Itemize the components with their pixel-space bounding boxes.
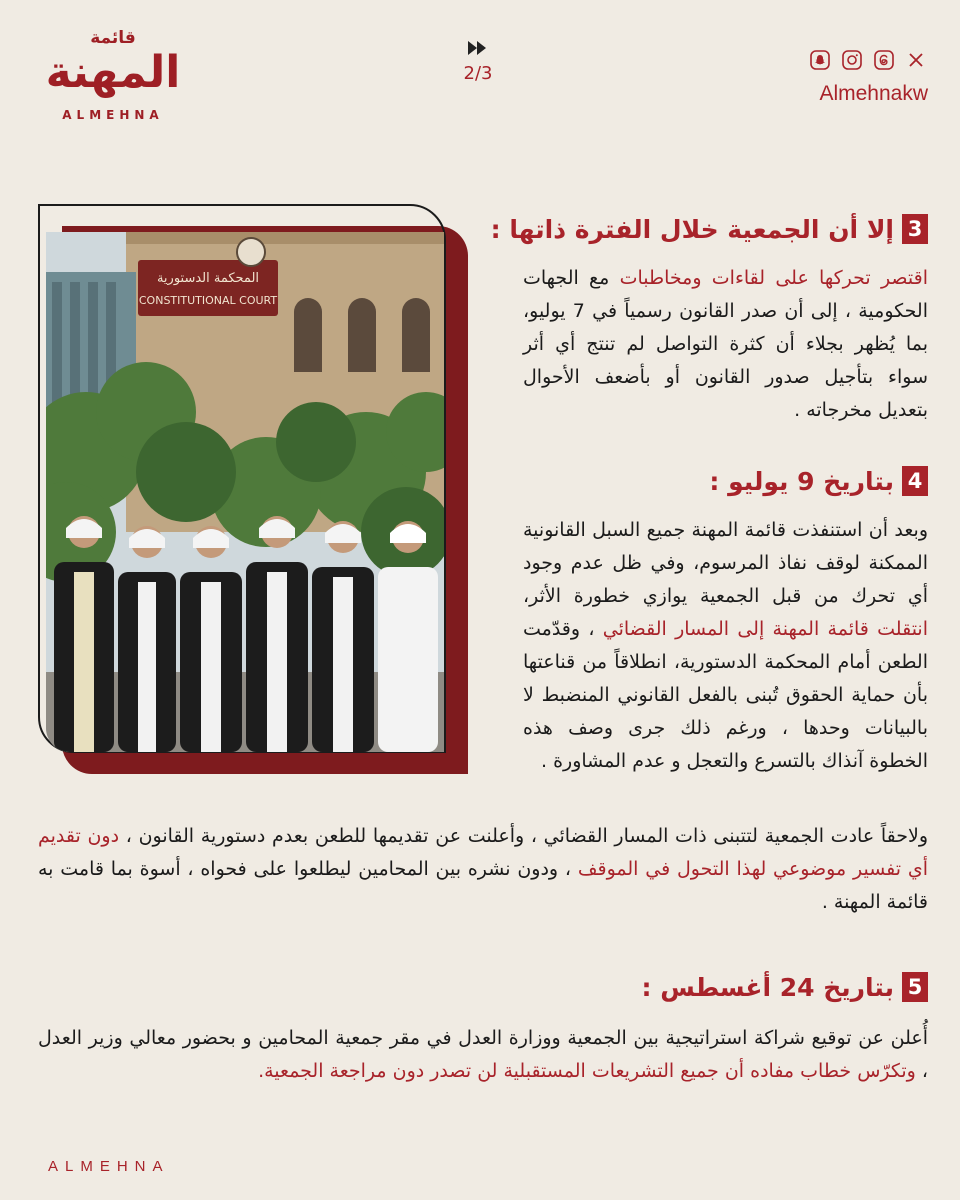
footer-brand: ALMEHNA <box>48 1158 170 1175</box>
sign-arabic: المحكمة الدستورية <box>156 271 260 286</box>
body-text: أُعلن عن توقيع شراكة استراتيجية بين الجمعية ووزارة العدل في مقر جمعية المحامين و بحضور معالي وزير العدل ، <box>38 1027 928 1082</box>
highlight-text: دون تقديم أي تفسير موضوعي لهذا التحول في الموقف <box>38 825 928 880</box>
social-block <box>788 48 928 106</box>
logo-latin-text: ALMEHNA <box>62 108 164 122</box>
sign-english: CONSTITUTIONAL COURT <box>138 294 278 307</box>
highlight-text: انتقلت قائمة المهنة إلى المسار القضائي <box>602 618 928 640</box>
threads-icon[interactable] <box>872 48 896 72</box>
section-5-paragraph <box>38 1022 928 1088</box>
section-title: بتاريخ 9 يوليو : <box>709 466 894 496</box>
section-number-badge: 4 <box>902 466 928 496</box>
section-title: إلا أن الجمعية خلال الفترة ذاتها : <box>490 214 894 244</box>
highlight-text: وتكرّس خطاب مفاده أن جميع التشريعات المستقبلية لن تصدر دون مراجعة الجمعية. <box>258 1060 916 1082</box>
section-number-badge: 3 <box>902 214 928 244</box>
body-text: وبعد أن استنفذت قائمة المهنة جميع السبل القانونية الممكنة لوقف نفاذ المرسوم، وفي ظل عدم وجود أي تحرك من قبل الجمعية يوازي خطورة الأثر، <box>523 519 928 607</box>
logo-main-text: المهنة <box>45 47 181 98</box>
highlight-text: اقتصر تحركها على لقاءات ومخاطبات <box>619 267 928 289</box>
page-counter: 2/3 <box>463 63 493 84</box>
section-4-paragraph <box>523 514 928 778</box>
x-icon[interactable] <box>904 48 928 72</box>
body-text: ، ودون نشره بين المحامين ليطلعوا على فحواه ، أسوة بما قامت به قائمة المهنة . <box>38 858 928 913</box>
body-text: ، وقدّمت الطعن أمام المحكمة الدستورية، انطلاقاً من قناعتها بأن حماية الحقوق تُبنى بالفعل القانوني المنضبط لا بالبيانات وحدها ، ورغم ذلك جرى وصف هذه الخطوة آنذاك بالتسرع والتعجل و عدم المشاورة . <box>523 618 928 772</box>
snapchat-icon[interactable] <box>808 48 832 72</box>
section-3-paragraph <box>523 262 928 427</box>
fast-forward-icon <box>448 40 508 59</box>
section-4-heading <box>709 466 928 496</box>
page-indicator <box>448 40 508 84</box>
photo-frame <box>38 204 468 774</box>
section-title: بتاريخ 24 أغسطس : <box>641 972 894 1002</box>
followup-paragraph <box>38 820 928 919</box>
section-5-heading <box>642 972 928 1002</box>
section-number-badge: 5 <box>902 972 928 1002</box>
instagram-icon[interactable] <box>840 48 864 72</box>
logo-top-text: قائمة <box>90 28 136 48</box>
account-handle[interactable]: Almehnakw <box>819 82 928 105</box>
brand-logo <box>38 28 188 128</box>
body-text: مع الجهات الحكومية ، إلى أن صدر القانون رسمياً في 7 يوليو، بما يُظهر بجلاء أن كثرة التواصل لم تنتج أي أثر سواء بتأجيل صدور القانون أو بأضعف الأحوال بتعديل مخرجاته . <box>523 267 928 421</box>
section-3-heading <box>491 214 928 244</box>
body-text: ولاحقاً عادت الجمعية لتتبنى ذات المسار القضائي ، وأعلنت عن تقديمها للطعن بعدم دستورية القانون ، <box>119 825 928 847</box>
court-group-photo <box>46 232 444 752</box>
